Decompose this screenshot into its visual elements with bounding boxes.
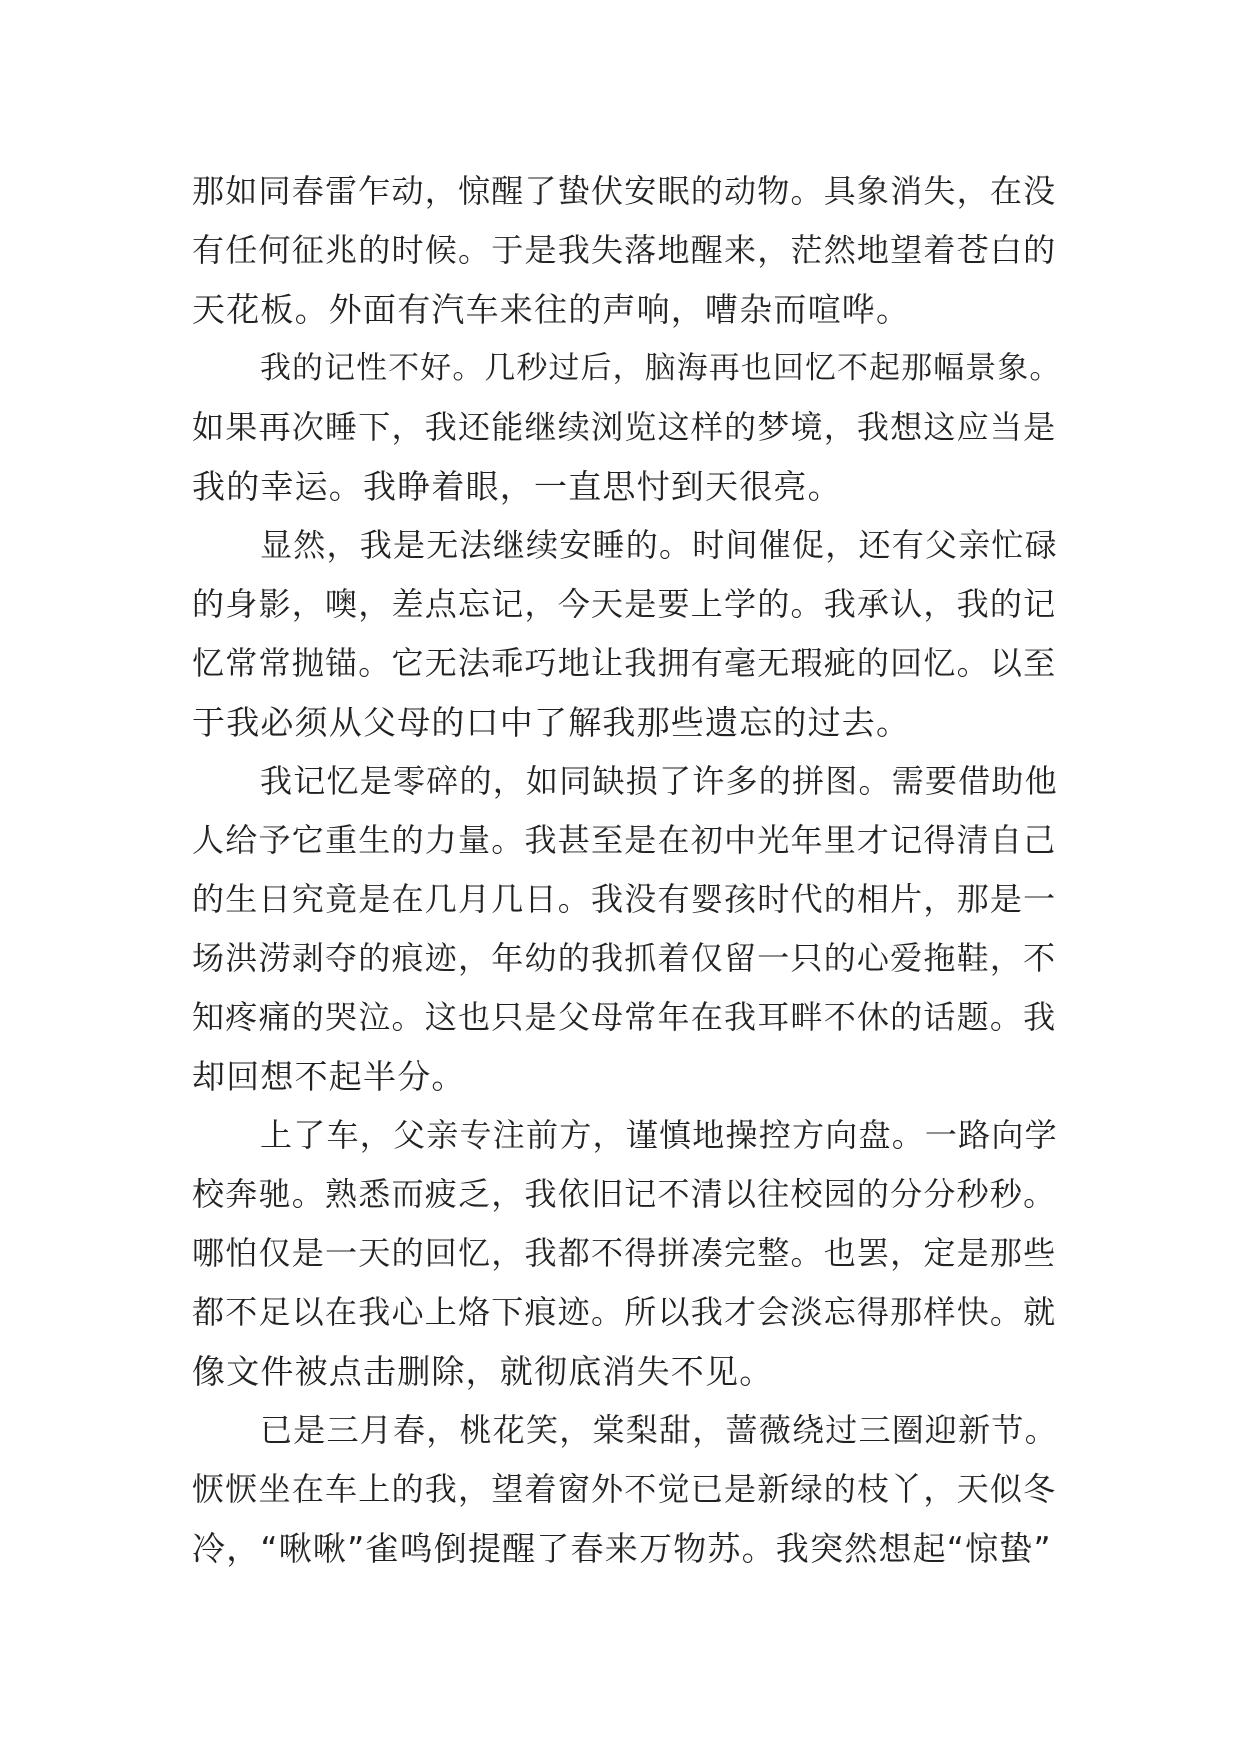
text-line: 校奔驰。熟悉而疲乏，我依旧记不清以往校园的分分秒秒。 <box>192 1175 1057 1213</box>
text-line: 我记忆是零碎的，如同缺损了许多的拼图。需要借助他 <box>260 762 1058 800</box>
text-line: 冷，“啾啾”雀鸣倒提醒了春来万物苏。我突然想起“惊蛰” <box>192 1529 1052 1568</box>
text-line: 的生日究竟是在几月几日。我没有婴孩时代的相片，那是一 <box>192 880 1057 918</box>
text-line: 知疼痛的哭泣。这也只是父母常年在我耳畔不休的话题。我 <box>192 998 1057 1036</box>
text-line: 却回想不起半分。 <box>192 1057 466 1096</box>
text-line: 于我必须从父母的口中了解我那些遗忘的过去。 <box>192 703 911 742</box>
text-line: 我的记性不好。几秒过后，脑海再也回忆不起那幅景象。 <box>260 350 1062 386</box>
text-line: 恹恹坐在车上的我，望着窗外不觉已是新绿的枝丫，天似冬 <box>192 1470 1057 1508</box>
body-text <box>192 162 1060 1578</box>
text-line: 我的幸运。我睁着眼，一直思忖到天很亮。 <box>192 467 842 506</box>
text-line: 有任何征兆的时候。于是我失落地醒来，茫然地望着苍白的 <box>192 231 1057 269</box>
text-line: 已是三月春，桃花笑，棠梨甜，蔷薇绕过三圈迎新节。 <box>260 1411 1058 1449</box>
text-line: 都不足以在我心上烙下痕迹。所以我才会淡忘得那样快。就 <box>192 1293 1057 1331</box>
text-line: 场洪涝剥夺的痕迹，年幼的我抓着仅留一只的心爱拖鞋，不 <box>192 939 1057 977</box>
text-line: 那如同春雷乍动，惊醒了蛰伏安眠的动物。具象消失，在没 <box>192 172 1057 210</box>
text-line: 上了车，父亲专注前方，谨慎地操控方向盘。一路向学 <box>260 1116 1058 1154</box>
text-line: 像文件被点击删除，就彻底消失不见。 <box>192 1352 774 1391</box>
text-line: 的身影，噢，差点忘记，今天是要上学的。我承认，我的记 <box>192 585 1057 623</box>
text-line: 哪怕仅是一天的回忆，我都不得拼凑完整。也罢，定是那些 <box>192 1234 1057 1272</box>
text-line: 天花板。外面有汽车来往的声响，嘈杂而喧哗。 <box>192 290 911 329</box>
text-line: 如果再次睡下，我还能继续浏览这样的梦境，我想这应当是 <box>192 408 1057 446</box>
text-line: 人给予它重生的力量。我甚至是在初中光年里才记得清自己 <box>192 821 1057 859</box>
text-line: 显然，我是无法继续安睡的。时间催促，还有父亲忙碌 <box>260 526 1058 564</box>
text-line: 忆常常抛锚。它无法乖巧地让我拥有毫无瑕疵的回忆。以至 <box>192 644 1057 682</box>
